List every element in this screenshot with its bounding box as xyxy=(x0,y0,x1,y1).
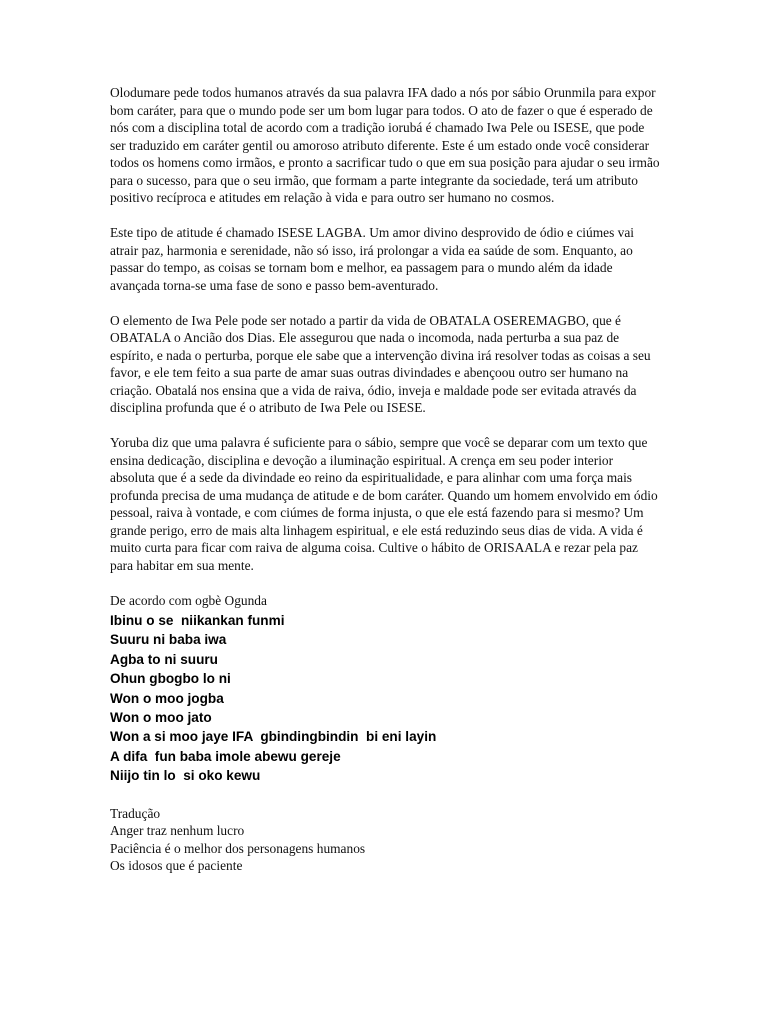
paragraph-1: Olodumare pede todos humanos através da sua palavra IFA dado a nós por sábio Orunmila para expor bom caráter, para que o mundo pode ser um bom lugar para todos. O ato de fazer o que é esperado de nós com a disciplina total de acordo com a tradição iorubá é chamado Iwa Pele ou ISESE, que pode ser traduzido em caráter gentil ou amoroso atributo diferente. Este é um estado onde você considerar todos os homens como irmãos, e pronto a sacrificar tudo o que em sua posição para ajudar o seu irmão para o sucesso, para que o seu irmão, que formam a parte integrante da sociedade, terá um atributo positivo recíproca e atitudes em relação à vida e para outro ser humano no cosmos. xyxy=(110,85,660,205)
translation-line: Anger traz nenhum lucro xyxy=(110,823,245,839)
verse-line: Agba to ni suuru xyxy=(110,651,218,667)
verse-block xyxy=(110,611,660,786)
document-page xyxy=(110,84,660,875)
paragraph-4: Yoruba diz que uma palavra é suficiente para o sábio, sempre que você se deparar com um texto que ensina dedicação, disciplina e devoção a iluminação espiritual. A crença em seu poder interior absoluta que é a sede da divindade eo reino da espiritualidade, e para alinhar com uma força mais profunda precisa de uma mudança de atitude e de bom caráter. Quando um homem envolvido em ódio pessoal, raiva à vontade, e com ciúmes de forma injusta, o que ele está fazendo para si mesmo? Um grande perigo, erro de mais alta linhagem espiritual, e ele está reduzindo seus dias de vida. A vida é muito curta para ficar com raiva de alguma coisa. Cultive o hábito de ORISAALA e rezar pela paz para habitar em sua mente. xyxy=(110,435,658,573)
verse-line: Won a si moo jaye IFA gbindingbindin bi eni layin xyxy=(110,729,437,745)
translation-line: Os idosos que é paciente xyxy=(110,858,243,874)
translation-block xyxy=(110,805,660,875)
verse-line: Ohun gbogbo lo ni xyxy=(110,671,231,687)
verse-line: Won o moo jogba xyxy=(110,690,224,706)
verse-line: Niijo tin lo si oko kewu xyxy=(110,768,261,784)
verse-line: Won o moo jato xyxy=(110,710,212,726)
translation-heading: Tradução xyxy=(110,805,161,821)
translation-line: Paciência é o melhor dos personagens humanos xyxy=(110,840,366,856)
verse-line: A difa fun baba imole abewu gereje xyxy=(110,748,341,764)
verse-intro: De acordo com ogbè Ogunda xyxy=(110,592,267,608)
verse-line: Ibinu o se niikankan funmi xyxy=(110,613,285,628)
paragraph-2: Este tipo de atitude é chamado ISESE LAGBA. Um amor divino desprovido de ódio e ciúmes vai atrair paz, harmonia e serenidade, não só isso, irá prolongar a vida ea saúde de som. Enquanto, ao passar do tempo, as coisas se tornam bom e melhor, ea passagem para o mundo além da idade avançada torna-se uma fase de sono e passo bem-aventurado. xyxy=(110,225,634,293)
paragraph-3: O elemento de Iwa Pele pode ser notado a partir da vida de OBATALA OSEREMAGBO, que é OBATALA o Ancião dos Dias. Ele assegurou que nada o incomoda, nada perturba a sua paz de espírito, e nada o perturba, porque ele sabe que a intervenção divina irá resolver todas as coisas a seu favor, e ele tem feito a sua parte de amar suas outras divindades e abençoou outro ser humano na criação. Obatalá nos ensina que a vida de raiva, ódio, inveja e maldade pode ser evitada através da disciplina profunda que é o atributo de Iwa Pele ou ISESE. xyxy=(110,312,651,415)
verse-line: Suuru ni baba iwa xyxy=(110,632,227,648)
